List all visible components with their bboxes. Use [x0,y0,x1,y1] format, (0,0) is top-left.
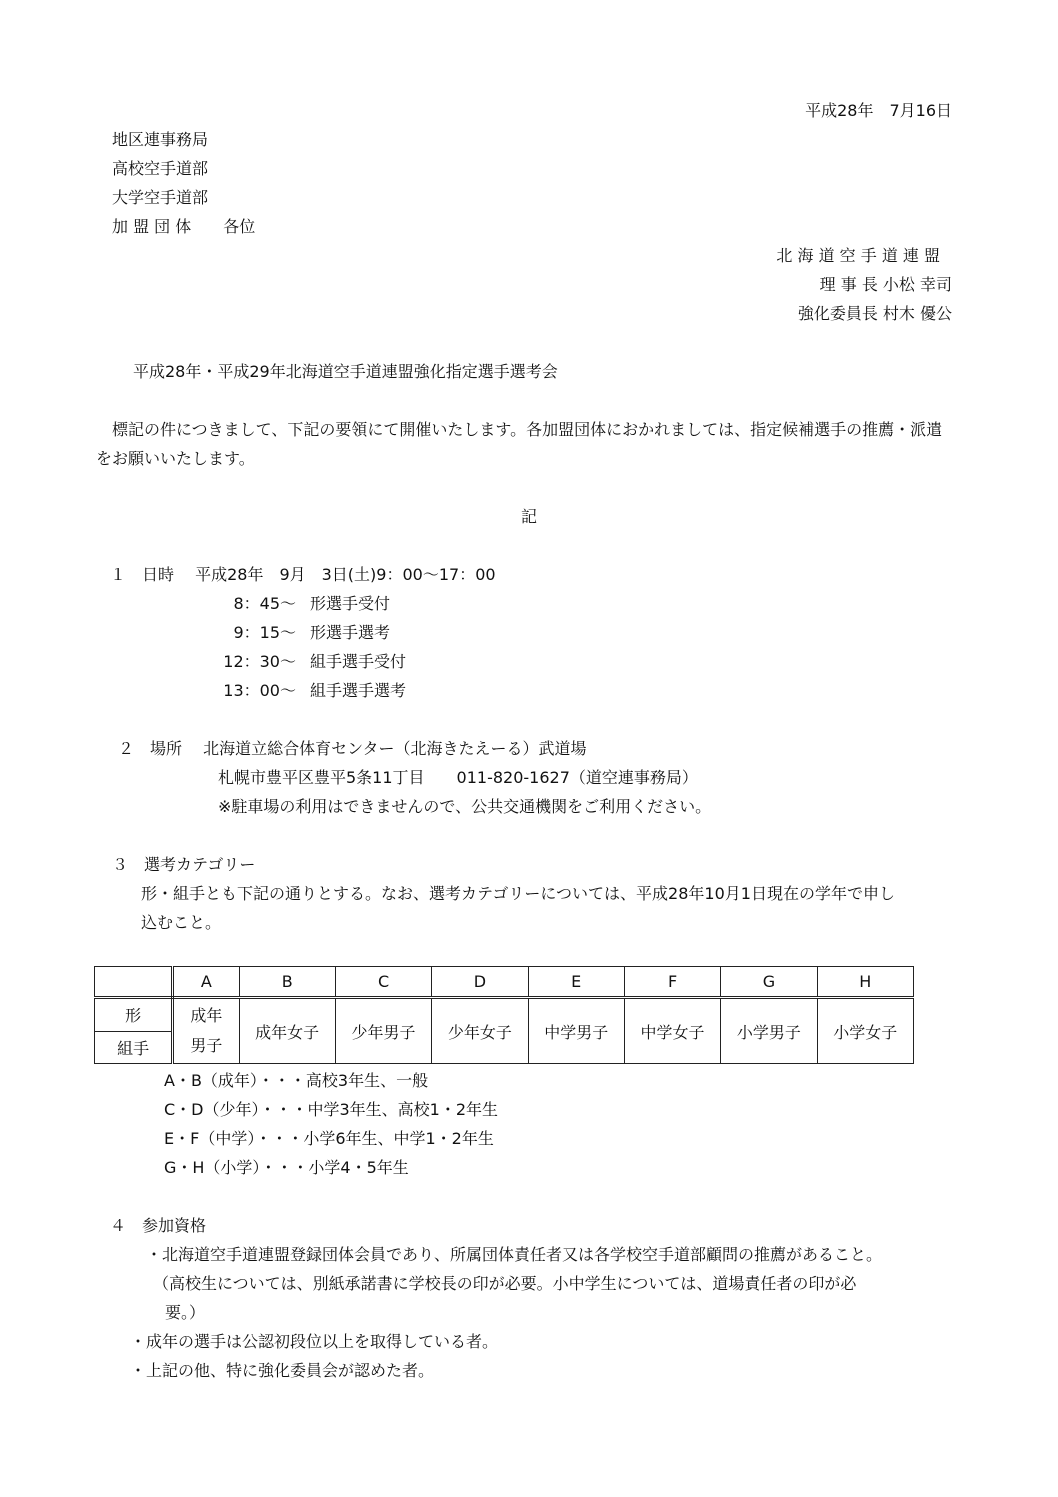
time-4: 13：00～ [223,681,296,700]
recipient-2: 高校空手道部 [112,159,209,178]
eligibility-1-note-end: 要。） [165,1303,206,1322]
cell-b: 成年女子 [239,998,335,1064]
cell-g: 小学男子 [721,998,817,1064]
header-d: D [432,967,528,998]
section3-heading: ３ 選考カテゴリー [112,855,256,874]
parking-note: ※駐車場の利用はできませんので、公共交通機関をご利用ください。 [218,797,712,816]
cell-a-line-1: 成年 [190,1006,223,1026]
definition-2: C・D（少年）・・・中学3年生、高校1・2年生 [164,1100,499,1119]
header-b: B [239,967,335,998]
category-table [94,966,914,1064]
table-corner-cell [95,967,173,998]
recipient-4: 加 盟 団 体 各位 [112,217,256,236]
cell-h: 小学女子 [817,998,913,1064]
header-h: H [817,967,913,998]
time-3: 12：30～ [223,652,296,671]
section4-heading: ４ 参加資格 [110,1216,207,1235]
definition-1: A・B（成年）・・・高校3年生、一般 [164,1071,429,1090]
ki-heading: 記 [521,507,538,526]
recipient-1: 地区連事務局 [112,130,209,149]
time-1-desc: 形選手受付 [310,594,391,613]
time-2: 9：15～ [233,623,296,642]
intro-line-2: をお願いいたします。 [96,449,255,468]
subject: 平成28年・平成29年北海道空手道連盟強化指定選手選考会 [133,362,558,381]
cell-a-line-2: 男子 [190,1036,223,1056]
sender-committee: 強化委員長 村木 優公 [797,304,952,323]
eligibility-2: ・成年の選手は公認初段位以上を取得している者。 [130,1332,499,1351]
eligibility-1-note: （高校生については、別紙承諾書に学校長の印が必要。小中学生については、道場責任者の印が必 [153,1274,857,1293]
eligibility-1: ・北海道空手道連盟登録団体会員であり、所属団体責任者又は各学校空手道部顧問の推薦があること。 [146,1245,883,1264]
section3-body-2: 込むこと。 [141,913,222,932]
table-header-row [95,967,914,998]
sender-chair: 理 事 長 小松 幸司 [819,275,952,294]
section3-body-1: 形・組手とも下記の通りとする。なお、選考カテゴリーについては、平成28年10月1日現在の学年で申し [141,884,895,903]
venue-address: 札幌市豊平区豊平5条11丁目 011-820-1627（道空連事務局） [218,768,698,787]
time-4-desc: 組手選手選考 [310,681,407,700]
cell-c: 少年男子 [335,998,431,1064]
cell-a [173,998,239,1064]
time-2-desc: 形選手選考 [310,623,391,642]
header-a: A [173,967,239,998]
time-3-desc: 組手選手受付 [310,652,407,671]
cell-f: 中学女子 [624,998,720,1064]
row-label-kumite: 組手 [95,1031,173,1063]
cell-d: 少年女子 [432,998,528,1064]
row-label-kata: 形 [95,998,173,1031]
table-row-kata [95,998,914,1031]
header-c: C [335,967,431,998]
cell-e: 中学男子 [528,998,624,1064]
document-date: 平成28年 7月16日 [805,101,952,120]
section2-heading: ２ 場所 北海道立総合体育センター（北海きたえーる）武道場 [118,739,587,758]
section1-heading: １ 日時 平成28年 9月 3日(土)9：00～17：00 [110,565,496,584]
header-f: F [624,967,720,998]
definition-4: G・H（小学）・・・小学4・5年生 [164,1158,409,1177]
intro-line-1: 標記の件につきまして、下記の要領にて開催いたします。各加盟団体におかれましては、指定候補選手の推薦・派遣 [112,420,943,439]
eligibility-3: ・上記の他、特に強化委員会が認めた者。 [130,1361,435,1380]
recipient-3: 大学空手道部 [112,188,209,207]
definition-3: E・F（中学）・・・小学6年生、中学1・2年生 [164,1129,494,1148]
header-g: G [721,967,817,998]
sender-org: 北 海 道 空 手 道 連 盟 [776,246,940,265]
header-e: E [528,967,624,998]
time-1: 8：45～ [233,594,296,613]
